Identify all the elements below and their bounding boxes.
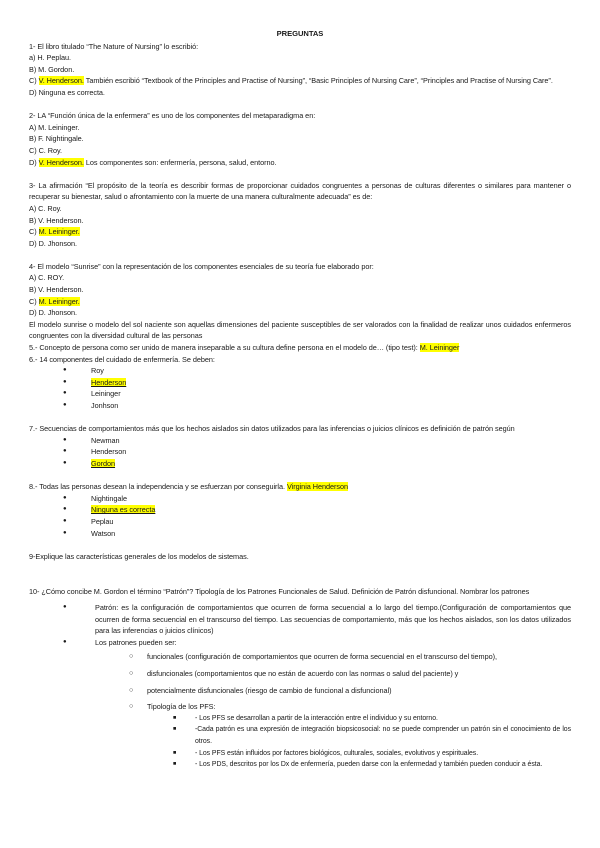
patron-definition: ● Patrón: es la configuración de comportamientos que ocurren de forma secuencial a lo largo del tiempo.(Configuración de comportamientos que ocurren de forma secuencial en el transcurso del tiempo. Las secuencias de comportamiento, más que los hechos aislados, son los datos utilizados para las inferencias o juicios clínicos)	[63, 602, 571, 637]
list-item-answer	[63, 377, 571, 389]
question-8	[29, 481, 571, 539]
list-item-answer	[63, 458, 571, 470]
option-b: B) F. Nightingale.	[29, 134, 84, 144]
patrones-item	[63, 637, 571, 771]
answer-note: El modelo sunrise o modelo del sol naciente son aquellas dimensiones del paciente susceptibles de ser valorados con la finalidad de realizar unos cuidados enfermeros congruentes con la diversidad cultural de las personas	[29, 319, 571, 341]
question-2	[29, 110, 571, 168]
option-b: B) V. Henderson.	[29, 215, 84, 225]
list-item: ● Jonhson	[63, 400, 571, 412]
tipologia-item	[129, 701, 571, 771]
question-7	[29, 423, 571, 469]
answer-list	[29, 602, 571, 771]
highlighted-answer: Virginia Henderson	[286, 482, 348, 492]
highlighted-answer: Gordon	[91, 458, 116, 468]
option-list	[29, 493, 571, 539]
option-c	[29, 296, 571, 308]
list-item: ● Watson	[63, 528, 571, 540]
question-text-row	[29, 481, 571, 493]
list-item: ■ - Los PFS se desarrollan a partir de la interacción entre el individuo y su entorno.	[173, 713, 571, 725]
question-5	[29, 342, 571, 354]
list-item: ● Henderson	[63, 446, 571, 458]
answer-note: También escribió “Textbook of the Principles and Practise of Nursing”, “Basic Principles of Nursing Care”, “Principles and Practise of Nursing Care”.	[83, 76, 553, 86]
question-1	[29, 41, 571, 99]
list-item: ● Nightingale	[63, 493, 571, 505]
list-item-answer	[63, 504, 571, 516]
highlighted-option: Ninguna es correcta	[91, 505, 156, 515]
option-d	[29, 157, 571, 169]
list-item: ■ - Los PFS están influidos por factores biológicos, culturales, sociales, evolutivos y espirituales.	[173, 748, 571, 760]
patrones-label: ● Los patrones pueden ser:	[95, 637, 177, 647]
question-text: 3- La afirmación “El propósito de la teoría es describir formas de proporcionar cuidados congruentes a personas de culturas diferentes o similares para mantener o recuperar su bienestar, salud o afrontamiento con la muerte de una manera culturalmente adecuada” es de:	[29, 180, 571, 202]
question-text: 10- ¿Cómo concibe M. Gordon el término “Patrón”? Tipología de los Patrones Funcionales de Salud. Definición de Patrón disfuncional. Nombrar los patrones	[29, 586, 530, 596]
option-c: C) C. Roy.	[29, 145, 63, 155]
option-a: A) M. Leininger.	[29, 122, 80, 132]
option-prefix: C)	[29, 227, 39, 237]
option-b: B) M. Gordon.	[29, 64, 75, 74]
highlighted-answer: V. Henderson.	[38, 76, 84, 86]
question-text: 7.- Secuencias de comportamientos más que los hechos aislados sin datos utilizados para las inferencias o juicios clínicos es definición de patrón según	[29, 424, 515, 434]
option-prefix: C)	[29, 76, 39, 86]
list-item: ● Roy	[63, 365, 571, 377]
option-a: A) C. Roy.	[29, 203, 62, 213]
question-text: 6.- 14 componentes del cuidado de enfermería. Se deben:	[29, 354, 215, 364]
option-prefix: D)	[29, 157, 39, 167]
option-list	[29, 365, 571, 411]
tipologia-list	[147, 713, 571, 771]
highlighted-answer: M. Leininger.	[38, 227, 80, 237]
option-d: D) Ninguna es correcta.	[29, 87, 105, 97]
list-item: ○ potencialmente disfuncionales (riesgo de cambio de funcional a disfuncional)	[129, 685, 571, 697]
patron-types-list	[95, 651, 571, 770]
question-text: 8.- Todas las personas desean la independencia y se esfuerzan por conseguirla.	[29, 482, 287, 492]
question-text: 4- El modelo “Sunrise” con la representación de los componentes esenciales de su teoría fue elaborado por:	[29, 261, 374, 271]
question-4	[29, 261, 571, 342]
option-prefix: C)	[29, 296, 39, 306]
question-10	[29, 586, 571, 771]
option-b: B) V. Henderson.	[29, 285, 84, 295]
option-c	[29, 75, 571, 87]
option-d: D) D. Jhonson.	[29, 308, 77, 318]
question-text: 1- El libro titulado “The Nature of Nursing” lo escribió:	[29, 41, 199, 51]
option-a: A) C. ROY.	[29, 273, 65, 283]
question-9: 9-Explique las características generales de los modelos de sistemas.	[29, 551, 249, 561]
list-item: ● Newman	[63, 435, 571, 447]
list-item: ○ funcionales (configuración de comportamientos que ocurren de forma secuencial en el transcurso del tiempo),	[129, 651, 571, 663]
option-d: D) D. Jhonson.	[29, 238, 77, 248]
list-item: ● Leininger	[63, 388, 571, 400]
option-list	[29, 435, 571, 470]
list-item: ■ - Los PDS, descritos por los Dx de enfermería, pueden darse con la enfermedad y también pueden conducir a ésta.	[173, 759, 571, 771]
question-text: 5.- Concepto de persona como ser unido de manera inseparable a su cultura define persona en el modelo de… (tipo test):	[29, 343, 420, 353]
highlighted-answer: V. Henderson.	[38, 157, 84, 167]
highlighted-answer: M. Leininger.	[38, 296, 80, 306]
list-item: ■ -Cada patrón es una expresión de integración biopsicosocial: no se puede comprender un patrón sin el conocimiento de los otros.	[173, 724, 571, 747]
option-c	[29, 226, 571, 238]
tipologia-label: ○ Tipología de los PFS:	[147, 702, 216, 712]
question-text: 2- LA “Función única de la enfermera” es uno de los componentes del metaparadigma en:	[29, 111, 316, 121]
question-3	[29, 180, 571, 250]
page-title: PREGUNTAS	[276, 29, 324, 38]
highlighted-answer: Henderson	[91, 377, 127, 387]
answer-note: Los componentes son: enfermería, persona, salud, entorno.	[83, 157, 277, 167]
highlighted-answer: M. Leininger	[419, 343, 460, 353]
option-a: a) H. Peplau.	[29, 53, 71, 63]
list-item: ● Peplau	[63, 516, 571, 528]
question-6	[29, 354, 571, 412]
list-item: ○ disfuncionales (comportamientos que no están de acuerdo con las normas o salud del paciente) y	[129, 668, 571, 680]
